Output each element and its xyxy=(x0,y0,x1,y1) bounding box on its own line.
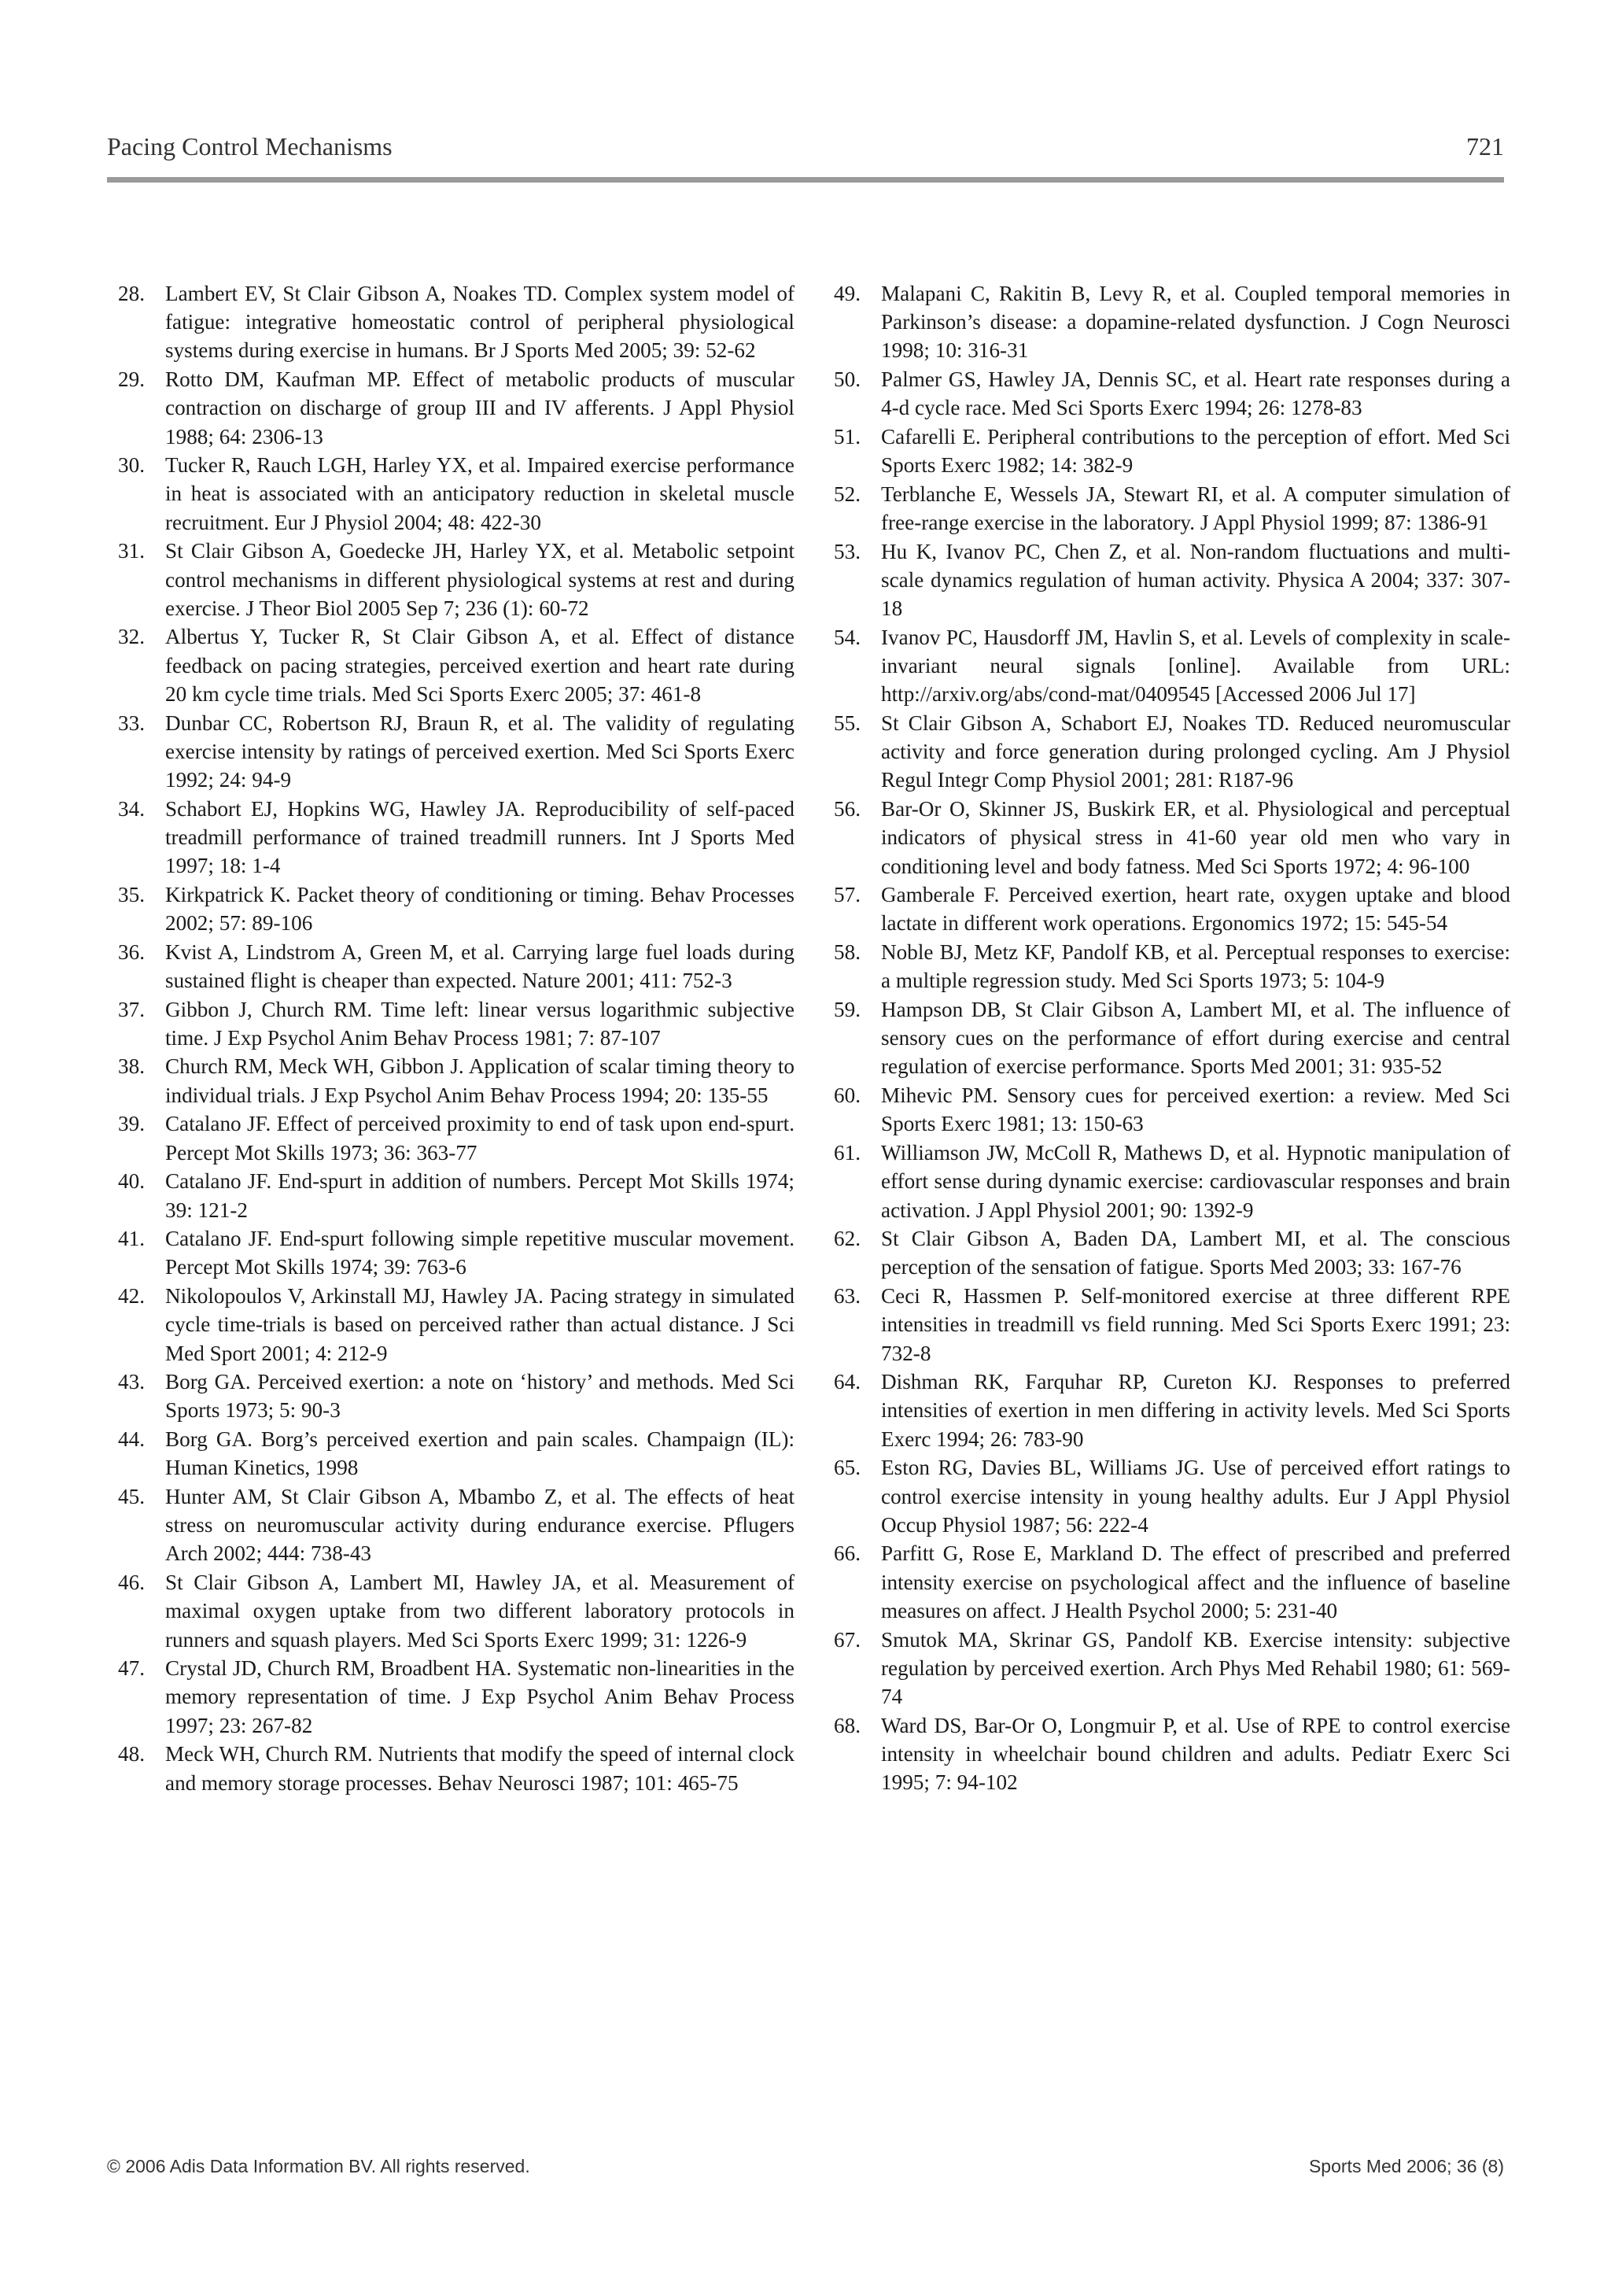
reference-item xyxy=(118,1368,794,1424)
reference-list-right-column xyxy=(834,279,1510,1797)
reference-text: Albertus Y, Tucker R, St Clair Gibson A, et al. Effect of distance feedback on pacing strategies, perceived exertion and heart rate during 20 km cycle time trials. Med Sci Sports Exerc 2005; 37: 461-8 xyxy=(165,625,794,706)
reference-number: 46. xyxy=(118,1571,145,1595)
reference-number: 45. xyxy=(118,1485,145,1509)
reference-item xyxy=(834,279,1510,365)
reference-text: Malapani C, Rakitin B, Levy R, et al. Coupled temporal memories in Parkinson’s disease: a dopamine-related dysfunction. J Cogn Neurosci 1998; 10: 316-31 xyxy=(881,282,1510,363)
reference-number: 56. xyxy=(834,797,861,821)
reference-item xyxy=(118,451,794,537)
reference-text: Hampson DB, St Clair Gibson A, Lambert MI, et al. The influence of sensory cues on the performance of effort during exercise and central regulation of exercise performance. Sports Med 2001; 31: 935-52 xyxy=(881,998,1510,1079)
reference-text: Schabort EJ, Hopkins WG, Hawley JA. Reproducibility of self-paced treadmill performance of trained treadmill runners. Int J Sports Med 1997; 18: 1-4 xyxy=(165,796,794,878)
reference-item xyxy=(834,880,1510,937)
reference-number: 64. xyxy=(834,1370,861,1394)
reference-item xyxy=(118,537,794,622)
reference-text: Catalano JF. Effect of perceived proximity to end of task upon end-spurt. Percept Mot Skills 1973; 36: 363-77 xyxy=(165,1112,794,1165)
reference-item xyxy=(118,1224,794,1281)
reference-item xyxy=(118,1167,794,1224)
reference-text: Lambert EV, St Clair Gibson A, Noakes TD. Complex system model of fatigue: integrative homeostatic control of peripheral physiological systems during exercise in humans. Br J Sports Med 2005; 39: 52-62 xyxy=(165,282,794,363)
reference-text: Church RM, Meck WH, Gibbon J. Application of scalar timing theory to individual trials. J Exp Psychol Anim Behav Process 1994; 20: 135-55 xyxy=(165,1054,794,1107)
reference-item xyxy=(118,880,794,937)
reference-item xyxy=(118,279,794,365)
reference-item xyxy=(118,1654,794,1740)
reference-text: Crystal JD, Church RM, Broadbent HA. Systematic non-linearities in the memory representation of time. J Exp Psychol Anim Behav Process 1997; 23: 267-82 xyxy=(165,1656,794,1737)
reference-item xyxy=(834,1081,1510,1138)
reference-number: 63. xyxy=(834,1284,861,1309)
reference-text: Ward DS, Bar-Or O, Longmuir P, et al. Use of RPE to control exercise intensity in wheelchair bound children and adults. Pediatr Exerc Sci 1995; 7: 94-102 xyxy=(881,1713,1510,1795)
reference-number: 52. xyxy=(834,482,861,506)
reference-item xyxy=(118,1482,794,1568)
reference-item xyxy=(118,938,794,995)
reference-list-left-column xyxy=(118,279,794,1797)
reference-item xyxy=(118,622,794,708)
reference-number: 61. xyxy=(834,1141,861,1165)
reference-item xyxy=(118,1282,794,1368)
page-footer xyxy=(107,2156,1504,2187)
reference-item xyxy=(834,537,1510,623)
reference-text: Gamberale F. Perceived exertion, heart rate, oxygen uptake and blood lactate in different work operations. Ergonomics 1972; 15: 545-54 xyxy=(881,883,1510,936)
reference-item xyxy=(834,1139,1510,1224)
reference-text: Tucker R, Rauch LGH, Harley YX, et al. Impaired exercise performance in heat is associated with an anticipatory reduction in skeletal muscle recruitment. Eur J Physiol 2004; 48: 422-30 xyxy=(165,453,794,534)
reference-text: Catalano JF. End-spurt following simple repetitive muscular movement. Percept Mot Skills 1974; 39: 763-6 xyxy=(165,1227,794,1279)
reference-number: 60. xyxy=(834,1083,861,1108)
reference-number: 48. xyxy=(118,1742,145,1766)
reference-number: 34. xyxy=(118,796,145,821)
reference-number: 36. xyxy=(118,939,145,964)
reference-text: Borg GA. Borg’s perceived exertion and pain scales. Champaign (IL): Human Kinetics, 1998 xyxy=(165,1427,794,1480)
reference-number: 50. xyxy=(834,367,861,392)
reference-number: 38. xyxy=(118,1054,145,1079)
reference-number: 32. xyxy=(118,625,145,649)
page-header xyxy=(107,132,1504,172)
journal-citation: Sports Med 2006; 36 (8) xyxy=(1308,2156,1504,2176)
reference-text: Kirkpatrick K. Packet theory of conditioning or timing. Behav Processes 2002; 57: 89-106 xyxy=(165,882,794,935)
reference-number: 58. xyxy=(834,940,861,965)
reference-item xyxy=(118,1052,794,1109)
reference-text: Nikolopoulos V, Arkinstall MJ, Hawley JA. Pacing strategy in simulated cycle time-trials is based on perceived rather than actual distance. J Sci Med Sport 2001; 4: 212-9 xyxy=(165,1284,794,1365)
reference-number: 42. xyxy=(118,1284,145,1309)
reference-number: 49. xyxy=(834,282,861,305)
reference-item xyxy=(118,709,794,795)
reference-number: 33. xyxy=(118,711,145,735)
reference-text: Kvist A, Lindstrom A, Green M, et al. Carrying large fuel loads during sustained flight is cheaper than expected. Nature 2001; 411: 752-3 xyxy=(165,939,794,992)
reference-text: Palmer GS, Hawley JA, Dennis SC, et al. Heart rate responses during a 4-d cycle race. Med Sci Sports Exerc 1994; 26: 1278-83 xyxy=(881,367,1510,420)
reference-number: 43. xyxy=(118,1370,145,1394)
reference-item xyxy=(834,795,1510,880)
reference-text: St Clair Gibson A, Baden DA, Lambert MI, et al. The conscious perception of the sensation of fatigue. Sports Med 2003; 33: 167-76 xyxy=(881,1227,1510,1279)
reference-text: Mihevic PM. Sensory cues for perceived exertion: a review. Med Sci Sports Exerc 1981; 13: 150-63 xyxy=(881,1083,1510,1136)
reference-number: 65. xyxy=(834,1456,861,1480)
reference-number: 62. xyxy=(834,1227,861,1251)
reference-number: 66. xyxy=(834,1541,861,1566)
reference-text: Rotto DM, Kaufman MP. Effect of metabolic products of muscular contraction on discharge of group III and IV afferents. J Appl Physiol 1988; 64: 2306-13 xyxy=(165,367,794,448)
reference-text: Eston RG, Davies BL, Williams JG. Use of perceived effort ratings to control exercise intensity in young healthy adults. Eur J Appl Physiol Occup Physiol 1987; 56: 222-4 xyxy=(881,1456,1510,1537)
reference-item xyxy=(834,1711,1510,1797)
reference-item xyxy=(834,480,1510,537)
reference-text: Smutok MA, Skrinar GS, Pandolf KB. Exercise intensity: subjective regulation by perceived exertion. Arch Phys Med Rehabil 1980; 61: 569-74 xyxy=(881,1627,1510,1708)
reference-item xyxy=(834,1626,1510,1711)
reference-number: 40. xyxy=(118,1169,145,1194)
reference-item xyxy=(118,1109,794,1166)
reference-text: Meck WH, Church RM. Nutrients that modify the speed of internal clock and memory storage processes. Behav Neurosci 1987; 101: 465-75 xyxy=(165,1742,794,1795)
copyright-notice: © 2006 Adis Data Information BV. All rights reserved. xyxy=(107,2156,530,2176)
reference-number: 47. xyxy=(118,1656,145,1681)
reference-item xyxy=(834,1282,1510,1368)
reference-text: Catalano JF. End-spurt in addition of numbers. Percept Mot Skills 1974; 39: 121-2 xyxy=(165,1169,794,1222)
running-title: Pacing Control Mechanisms xyxy=(107,132,393,161)
reference-text: Cafarelli E. Peripheral contributions to the perception of effort. Med Sci Sports Exerc 1982; 14: 382-9 xyxy=(881,425,1510,478)
reference-text: Parfitt G, Rose E, Markland D. The effect of prescribed and preferred intensity exercise on psychological affect and the influence of baseline measures on affect. J Health Psychol 2000; 5: 231-40 xyxy=(881,1541,1510,1622)
reference-item xyxy=(834,1539,1510,1625)
reference-item xyxy=(834,995,1510,1081)
reference-text: St Clair Gibson A, Goedecke JH, Harley YX, et al. Metabolic setpoint control mechanisms in different physiological systems at rest and during exercise. J Theor Biol 2005 Sep 7; 236 (1): 60-72 xyxy=(165,539,794,620)
reference-text: Bar-Or O, Skinner JS, Buskirk ER, et al. Physiological and perceptual indicators of physical stress in 41-60 year old men who vary in conditioning level and body fatness. Med Sci Sports 1972; 4: 96-100 xyxy=(881,797,1510,878)
reference-text: Hu K, Ivanov PC, Chen Z, et al. Non-random fluctuations and multi-scale dynamics regulation of human activity. Physica A 2004; 337: 307-18 xyxy=(881,539,1510,621)
reference-number: 44. xyxy=(118,1427,145,1452)
reference-number: 35. xyxy=(118,882,145,906)
reference-item xyxy=(118,1568,794,1654)
reference-number: 31. xyxy=(118,539,145,563)
reference-text: Hunter AM, St Clair Gibson A, Mbambo Z, et al. The effects of heat stress on neuromuscular activity during endurance exercise. Pflugers Arch 2002; 444: 738-43 xyxy=(165,1485,794,1566)
reference-item xyxy=(834,709,1510,795)
page-number: 721 xyxy=(1466,132,1504,161)
reference-number: 29. xyxy=(118,367,145,392)
reference-text: Ceci R, Hassmen P. Self-monitored exercise at three different RPE intensities in treadmill vs field running. Med Sci Sports Exerc 1991; 23: 732-8 xyxy=(881,1284,1510,1365)
reference-item xyxy=(834,623,1510,709)
reference-text: Noble BJ, Metz KF, Pandolf KB, et al. Perceptual responses to exercise: a multiple regression study. Med Sci Sports 1973; 5: 104-9 xyxy=(881,940,1510,993)
reference-number: 37. xyxy=(118,997,145,1021)
reference-item xyxy=(834,1224,1510,1281)
reference-number: 67. xyxy=(834,1627,861,1652)
reference-number: 28. xyxy=(118,282,145,305)
reference-item xyxy=(834,938,1510,995)
reference-item xyxy=(118,1425,794,1482)
header-rule xyxy=(107,177,1504,183)
reference-item xyxy=(834,423,1510,479)
reference-number: 53. xyxy=(834,539,861,563)
reference-text: Gibbon J, Church RM. Time left: linear versus logarithmic subjective time. J Exp Psychol Anim Behav Process 1981; 7: 87-107 xyxy=(165,997,794,1050)
reference-number: 54. xyxy=(834,625,861,649)
reference-text: Dunbar CC, Robertson RJ, Braun R, et al. The validity of regulating exercise intensity by ratings of perceived exertion. Med Sci Sports Exerc 1992; 24: 94-9 xyxy=(165,711,794,792)
reference-text: Williamson JW, McColl R, Mathews D, et al. Hypnotic manipulation of effort sense during dynamic exercise: cardiovascular responses and brain activation. J Appl Physiol 2001; 90: 1392-9 xyxy=(881,1141,1510,1222)
reference-text: St Clair Gibson A, Schabort EJ, Noakes TD. Reduced neuromuscular activity and force generation during prolonged cycling. Am J Physiol Regul Integr Comp Physiol 2001; 281: R187-96 xyxy=(881,711,1510,792)
reference-item xyxy=(834,365,1510,422)
reference-number: 51. xyxy=(834,425,861,449)
reference-item xyxy=(118,365,794,451)
reference-text: Dishman RK, Farquhar RP, Cureton KJ. Responses to preferred intensities of exertion in men differing in activity levels. Med Sci Sports Exerc 1994; 26: 783-90 xyxy=(881,1370,1510,1451)
reference-number: 55. xyxy=(834,711,861,736)
reference-number: 59. xyxy=(834,998,861,1022)
reference-text: Terblanche E, Wessels JA, Stewart RI, et al. A computer simulation of free-range exercise in the laboratory. J Appl Physiol 1999; 87: 1386-91 xyxy=(881,482,1510,535)
reference-item xyxy=(834,1368,1510,1453)
reference-item xyxy=(118,795,794,880)
reference-number: 39. xyxy=(118,1112,145,1136)
reference-item xyxy=(118,995,794,1052)
reference-text: Borg GA. Perceived exertion: a note on ‘history’ and methods. Med Sci Sports 1973; 5: 90-3 xyxy=(165,1370,794,1423)
reference-text: St Clair Gibson A, Lambert MI, Hawley JA, et al. Measurement of maximal oxygen uptake from two different laboratory protocols in runners and squash players. Med Sci Sports Exerc 1999; 31: 1226-9 xyxy=(165,1571,794,1652)
reference-text: Ivanov PC, Hausdorff JM, Havlin S, et al. Levels of complexity in scale-invariant neural signals [online]. Available from URL: http://arxiv.org/abs/cond-mat/0409545 [Accessed 2006 Jul 17] xyxy=(881,625,1510,707)
reference-item xyxy=(118,1740,794,1796)
reference-number: 41. xyxy=(118,1227,145,1251)
reference-item xyxy=(834,1453,1510,1539)
reference-number: 57. xyxy=(834,883,861,907)
reference-number: 30. xyxy=(118,453,145,478)
reference-number: 68. xyxy=(834,1713,861,1737)
